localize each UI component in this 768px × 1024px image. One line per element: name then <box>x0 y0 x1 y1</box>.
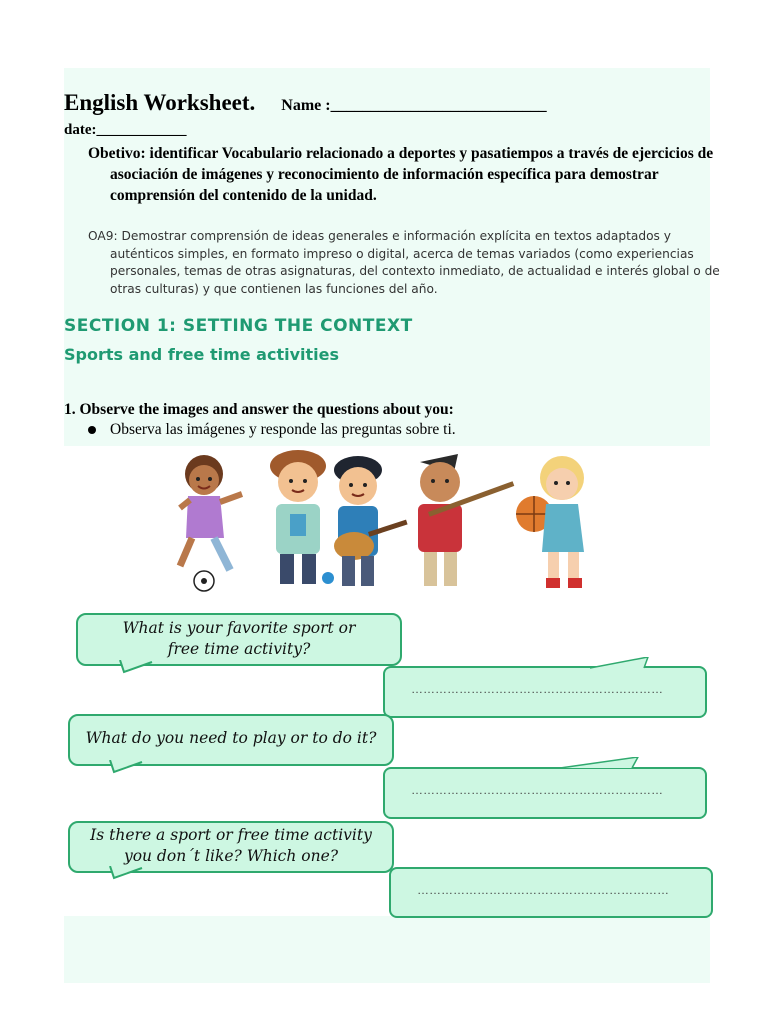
section-subtitle: Sports and free time activities <box>64 345 339 364</box>
answer-line: ……………………………………………………… <box>411 783 663 797</box>
answer-box-favorite-sport[interactable] <box>383 666 707 718</box>
answer-line: ……………………………………………………… <box>417 883 669 897</box>
question-text: you don´t like? Which one? <box>123 847 339 865</box>
answer-box-dislike[interactable] <box>389 867 713 918</box>
kid-guitar-illustration <box>334 456 408 586</box>
answer-tail-icon <box>560 757 640 769</box>
header <box>64 90 547 116</box>
objective-text: Obetivo: identificar Vocabulario relacionado a deportes y pasatiempos a través de ejercicios de asociación de imágenes y reconocimiento de información específica para demostrar comprensión del contenido de la unidad. <box>88 145 714 204</box>
question-1-prompt: 1. Observe the images and answer the questions about you: <box>64 401 454 418</box>
bubble-tail-icon <box>118 660 158 674</box>
question-1-bullet <box>88 421 456 439</box>
answer-box-equipment[interactable] <box>383 767 707 819</box>
question-bubble-favorite-sport <box>76 613 402 666</box>
answer-tail-icon <box>590 657 650 669</box>
kid-basketball-illustration <box>516 456 584 588</box>
question-1-bullet-text: Observa las imágenes y responde las preguntas sobre ti. <box>110 421 456 438</box>
bubble-tail-icon <box>108 866 148 880</box>
question-text: Is there a sport or free time activity <box>90 826 372 844</box>
kid-knitting-illustration <box>270 450 334 584</box>
children-illustration <box>158 448 610 600</box>
bullet-icon <box>88 426 96 434</box>
kid-soccer-illustration <box>180 455 242 591</box>
kid-flute-illustration <box>418 454 514 586</box>
bubble-tail-icon <box>108 760 148 774</box>
name-field[interactable]: Name :___________________________ <box>281 97 547 114</box>
date-field[interactable]: date:____________ <box>64 122 187 138</box>
section-title: SECTION 1: SETTING THE CONTEXT <box>64 316 413 336</box>
answer-line: ……………………………………………………… <box>411 682 663 696</box>
title-dot: . <box>249 90 256 115</box>
question-text: What is your favorite sport or <box>122 619 356 637</box>
oa9-text: OA9: Demostrar comprensión de ideas generales e información explícita en textos adaptados y auténticos simples, en formato impreso o digital, acerca de temas variados (como experiencias personales, temas de otras asignaturas, del contexto inmediato, de actualidad e interés global o de otras culturas) y que contienen las funciones del año. <box>88 229 720 296</box>
question-text: What do you need to play or to do it? <box>85 729 377 747</box>
worksheet-title: English Worksheet <box>64 90 250 115</box>
question-text: free time activity? <box>167 640 311 658</box>
question-bubble-equipment <box>68 714 394 766</box>
